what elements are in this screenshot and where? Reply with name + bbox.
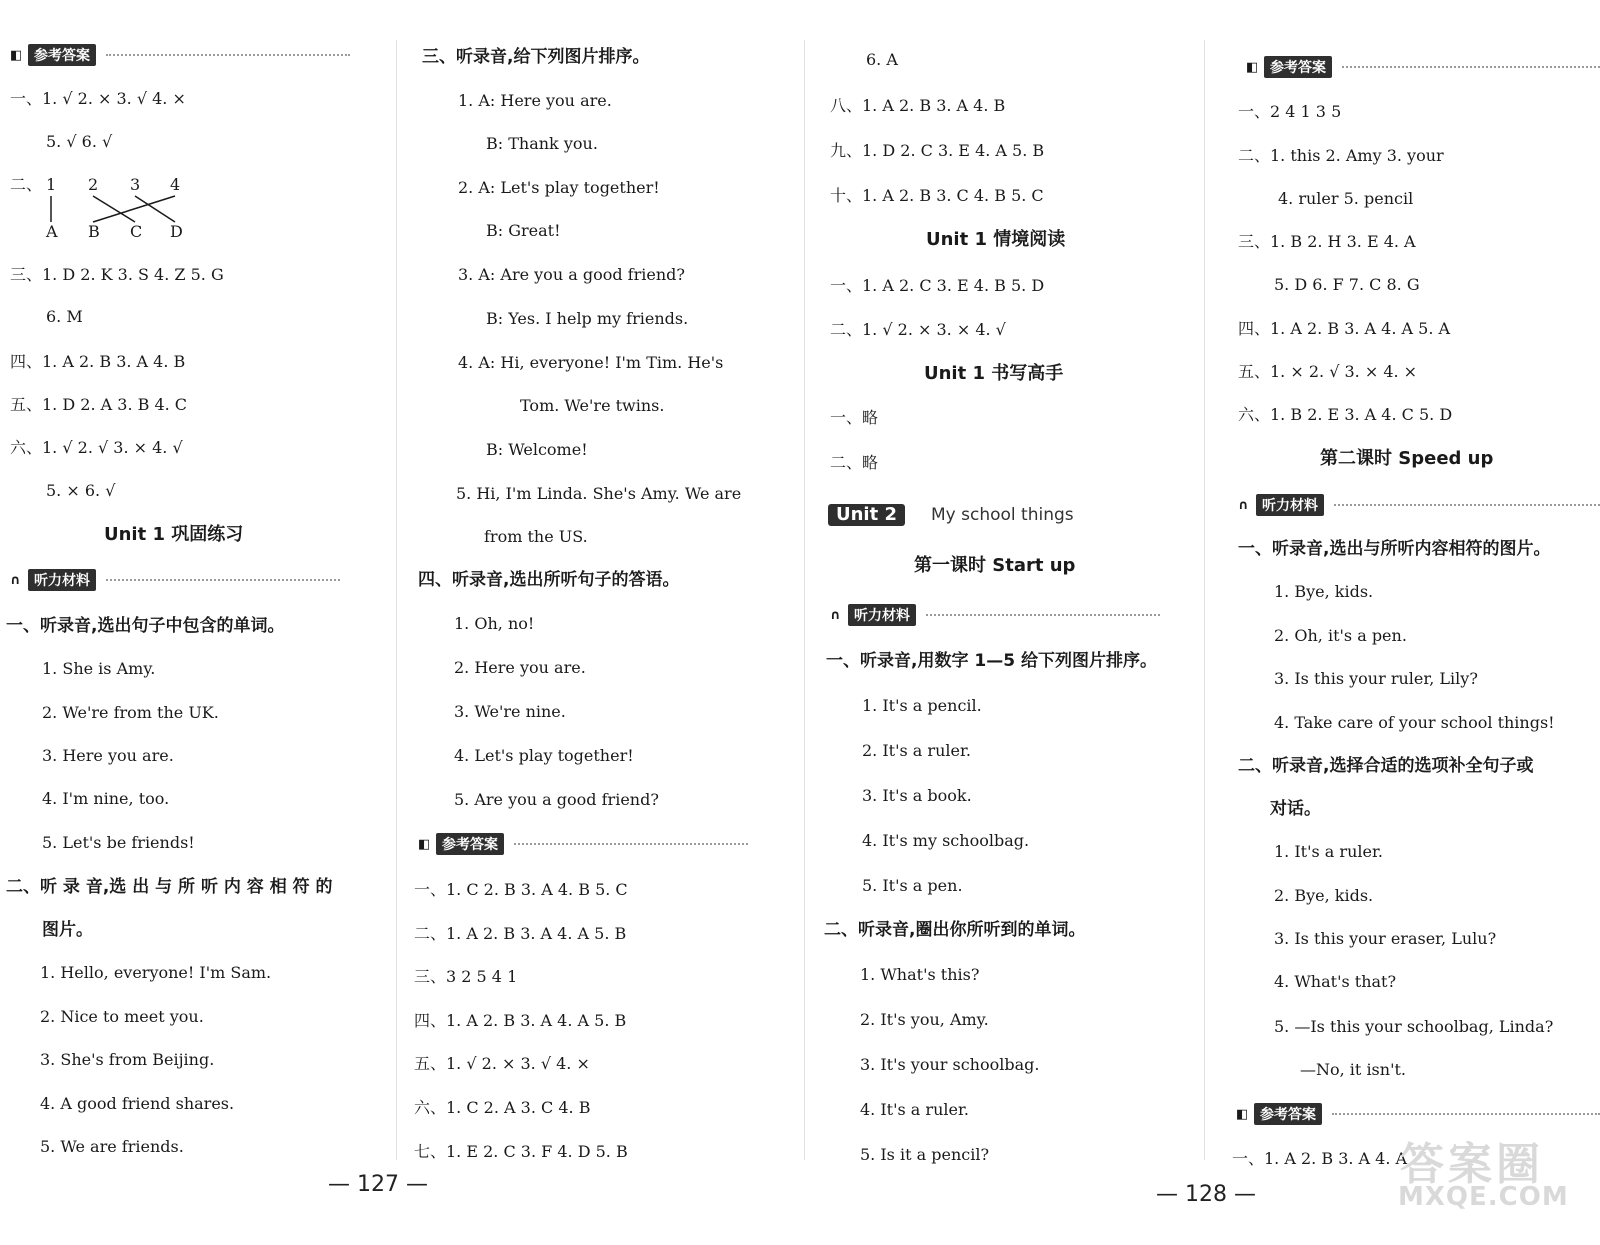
answer-line: 三、3 2 5 4 1 xyxy=(414,967,518,986)
match-top-4: 4 xyxy=(170,175,181,194)
script-line: 3. She's from Beijing. xyxy=(40,1050,215,1069)
answers-tag: 参考答案 xyxy=(1264,56,1332,78)
script-line: 3. It's your schoolbag. xyxy=(860,1055,1040,1074)
script-line: 2. It's a ruler. xyxy=(862,741,971,760)
dotted-rule xyxy=(106,579,340,581)
answers-tag: 参考答案 xyxy=(28,44,96,66)
script-line: 3. We're nine. xyxy=(454,702,566,721)
answer-icon: ◧ xyxy=(418,836,431,852)
question-heading: 二、听 录 音,选 出 与 所 听 内 容 相 符 的 xyxy=(6,877,333,897)
answers-tag: 参考答案 xyxy=(1254,1103,1322,1125)
dotted-rule xyxy=(1334,504,1600,506)
script-line: 5. We are friends. xyxy=(40,1137,184,1156)
answer-line: 四、1. A 2. B 3. A 4. B xyxy=(10,352,186,371)
script-line: 5. —Is this your schoolbag, Linda? xyxy=(1274,1017,1554,1036)
answer-line: 6. M xyxy=(46,307,83,326)
listening-tag: 听力材料 xyxy=(1256,494,1324,516)
script-line: 3. Is this your ruler, Lily? xyxy=(1274,669,1478,688)
answer-line: 四、1. A 2. B 3. A 4. A 5. B xyxy=(414,1011,627,1030)
answer-line: 九、1. D 2. C 3. E 4. A 5. B xyxy=(830,141,1045,160)
answer-icon: ◧ xyxy=(1236,1106,1249,1122)
answer-line: 二、1. A 2. B 3. A 4. A 5. B xyxy=(414,924,627,943)
unit-subtitle: My school things xyxy=(931,505,1074,525)
answer-line: 一、1. A 2. B 3. A 4. A xyxy=(1232,1149,1408,1168)
script-line: 1. Bye, kids. xyxy=(1274,582,1374,601)
answer-line: 五、1. √ 2. × 3. √ 4. × xyxy=(414,1054,590,1073)
match-bottom-b: B xyxy=(88,222,100,241)
headphone-icon: ∩ xyxy=(10,572,21,588)
script-line: 3. Here you are. xyxy=(42,746,174,765)
script-line: 4. It's a ruler. xyxy=(860,1100,969,1119)
section-title: Unit 1 巩固练习 xyxy=(104,524,244,545)
headphone-icon: ∩ xyxy=(830,607,841,623)
answer-line: 五、1. × 2. √ 3. × 4. × xyxy=(1238,362,1418,381)
script-line: 5. Is it a pencil? xyxy=(860,1145,990,1164)
dotted-rule xyxy=(1342,66,1600,68)
script-line: B: Great! xyxy=(486,221,561,240)
question-heading: 三、听录音,给下列图片排序。 xyxy=(422,47,650,67)
script-line: 4. Let's play together! xyxy=(454,746,634,765)
match-bottom-d: D xyxy=(170,222,183,241)
answer-icon: ◧ xyxy=(1246,59,1259,75)
question-heading-cont: 图片。 xyxy=(42,920,93,940)
dotted-rule xyxy=(926,614,1160,616)
answer-line: 三、1. B 2. H 3. E 4. A xyxy=(1238,232,1416,251)
answer-line: 一、1. C 2. B 3. A 4. B 5. C xyxy=(414,880,628,899)
question-heading: 二、听录音,圈出你所听到的单词。 xyxy=(824,920,1086,940)
script-line: 2. Here you are. xyxy=(454,658,586,677)
answer-line: 四、1. A 2. B 3. A 4. A 5. A xyxy=(1238,319,1451,338)
question-heading: 一、听录音,选出句子中包含的单词。 xyxy=(6,616,285,636)
answer-line: 二、略 xyxy=(830,453,879,472)
script-line: B: Yes. I help my friends. xyxy=(486,309,689,328)
script-line: 4. Take care of your school things! xyxy=(1274,713,1555,732)
match-prefix: 二、 xyxy=(10,175,43,194)
answer-line: 七、1. E 2. C 3. F 4. D 5. B xyxy=(414,1142,628,1161)
answer-line: 一、1. √ 2. × 3. √ 4. × xyxy=(10,89,186,108)
script-line: 2. We're from the UK. xyxy=(42,703,219,722)
column-1 xyxy=(0,0,392,1245)
script-line: B: Thank you. xyxy=(486,134,598,153)
answer-line: 4. ruler 5. pencil xyxy=(1278,189,1414,208)
answers-tag: 参考答案 xyxy=(436,833,504,855)
answer-line: 十、1. A 2. B 3. C 4. B 5. C xyxy=(830,186,1044,205)
script-line: Tom. We're twins. xyxy=(520,396,665,415)
script-line: 4. A: Hi, everyone! I'm Tim. He's xyxy=(458,353,724,372)
question-heading: 一、听录音,选出与所听内容相符的图片。 xyxy=(1238,539,1551,559)
page-number: — 128 — xyxy=(1156,1182,1256,1207)
answer-line: 一、略 xyxy=(830,408,879,427)
answer-line: 5. √ 6. √ xyxy=(46,132,113,151)
script-line: 1. It's a pencil. xyxy=(862,696,982,715)
script-line: 5. It's a pen. xyxy=(862,876,963,895)
script-line: 1. What's this? xyxy=(860,965,980,984)
script-line: 5. Are you a good friend? xyxy=(454,790,659,809)
script-line: —No, it isn't. xyxy=(1300,1060,1406,1079)
match-top-1: 1 xyxy=(46,175,57,194)
question-heading: 四、听录音,选出所听句子的答语。 xyxy=(418,570,680,590)
script-line: 3. Is this your eraser, Lulu? xyxy=(1274,929,1497,948)
unit-badge: Unit 2 xyxy=(828,504,905,526)
question-heading: 一、听录音,用数字 1—5 给下列图片排序。 xyxy=(826,651,1157,671)
listening-bar xyxy=(830,604,1160,626)
script-line: 1. Oh, no! xyxy=(454,614,535,633)
listening-bar xyxy=(1238,494,1600,516)
script-line: 2. Oh, it's a pen. xyxy=(1274,626,1407,645)
script-line: 4. A good friend shares. xyxy=(40,1094,235,1113)
script-line: 2. It's you, Amy. xyxy=(860,1010,989,1029)
watermark-logo xyxy=(1390,1120,1590,1220)
column-2 xyxy=(328,0,792,1245)
answer-line: 二、1. this 2. Amy 3. your xyxy=(1238,146,1444,165)
script-line: 5. Let's be friends! xyxy=(42,833,195,852)
script-line: 2. Nice to meet you. xyxy=(40,1007,204,1026)
script-line: 4. I'm nine, too. xyxy=(42,789,170,808)
listening-tag: 听力材料 xyxy=(28,569,96,591)
question-heading: 二、听录音,选择合适的选项补全句子或 xyxy=(1238,756,1534,776)
script-line: 1. Hello, everyone! I'm Sam. xyxy=(40,963,272,982)
watermark-bottom: MXQE.COM xyxy=(1398,1182,1569,1212)
section-title: Unit 1 情境阅读 xyxy=(926,229,1066,250)
match-bottom-c: C xyxy=(130,222,143,241)
answer-line: 六、1. √ 2. √ 3. × 4. √ xyxy=(10,438,183,457)
script-line: 4. What's that? xyxy=(1274,972,1397,991)
answer-line: 二、1. √ 2. × 3. × 4. √ xyxy=(830,320,1006,339)
answer-line: 一、1. A 2. C 3. E 4. B 5. D xyxy=(830,276,1045,295)
lesson-title: 第一课时 Start up xyxy=(914,555,1076,576)
headphone-icon: ∩ xyxy=(1238,497,1249,513)
unit-header xyxy=(828,504,1074,526)
match-bottom-a: A xyxy=(46,222,58,241)
answer-line: 一、2 4 1 3 5 xyxy=(1238,102,1342,121)
script-line: B: Welcome! xyxy=(486,440,588,459)
script-line: 3. A: Are you a good friend? xyxy=(458,265,685,284)
answer-line: 三、1. D 2. K 3. S 4. Z 5. G xyxy=(10,265,224,284)
dotted-rule xyxy=(514,843,748,845)
answer-line: 5. × 6. √ xyxy=(46,481,116,500)
answer-line: 八、1. A 2. B 3. A 4. B xyxy=(830,96,1006,115)
match-top-3: 3 xyxy=(130,175,141,194)
answer-line: 六、1. C 2. A 3. C 4. B xyxy=(414,1098,591,1117)
answer-line: 五、1. D 2. A 3. B 4. C xyxy=(10,395,188,414)
script-line: 2. Bye, kids. xyxy=(1274,886,1374,905)
answer-line: 5. D 6. F 7. C 8. G xyxy=(1274,275,1420,294)
script-line: from the US. xyxy=(484,527,588,546)
page-number: — 127 — xyxy=(328,1172,428,1197)
lesson-title: 第二课时 Speed up xyxy=(1320,448,1494,469)
section-title: Unit 1 书写高手 xyxy=(924,363,1064,384)
listening-tag: 听力材料 xyxy=(848,604,916,626)
script-line: 1. A: Here you are. xyxy=(458,91,612,110)
answer-icon: ◧ xyxy=(10,47,23,63)
listening-bar xyxy=(10,569,340,591)
answers-bar xyxy=(418,833,748,855)
matching-lines xyxy=(0,0,200,240)
answer-line: 6. A xyxy=(866,50,898,69)
script-line: 2. A: Let's play together! xyxy=(458,178,660,197)
column-4 xyxy=(1156,0,1600,1245)
answers-bar xyxy=(1246,56,1600,78)
watermark-top: 答案圈 xyxy=(1400,1139,1544,1190)
script-line: 1. She is Amy. xyxy=(42,659,156,678)
dotted-rule xyxy=(1332,1113,1600,1115)
answer-line: 六、1. B 2. E 3. A 4. C 5. D xyxy=(1238,405,1453,424)
question-heading-cont: 对话。 xyxy=(1270,799,1321,819)
script-line: 3. It's a book. xyxy=(862,786,972,805)
script-line: 1. It's a ruler. xyxy=(1274,842,1383,861)
match-top-2: 2 xyxy=(88,175,99,194)
column-3 xyxy=(808,0,1200,1245)
script-line: 5. Hi, I'm Linda. She's Amy. We are xyxy=(456,484,742,503)
script-line: 4. It's my schoolbag. xyxy=(862,831,1030,850)
